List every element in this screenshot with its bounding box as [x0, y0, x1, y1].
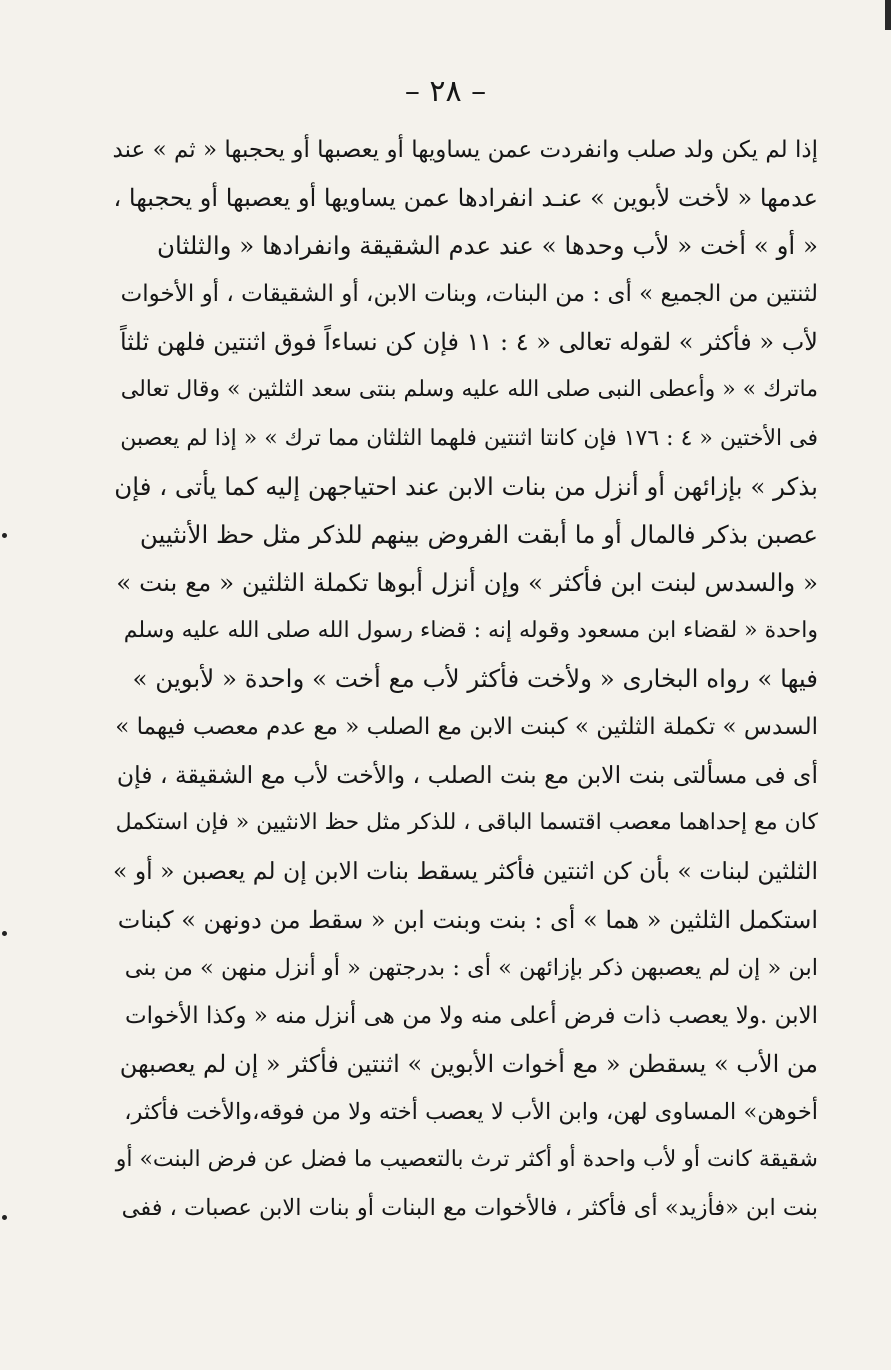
text-line: لأب « فأكثر » لقوله تعالى « ٤ : ١١ فإن كن نساءاً فوق اثنتين فلهن ثلثاً — [119, 328, 818, 357]
text-line: بذكر » بإزائهن أو أنزل من بنات الابن عند احتياجهن إليه كما يأتى ، فإن — [114, 471, 818, 501]
text-line: السدس » تكملة الثلثين » كبنت الابن مع الصلب « مع عدم معصب فيهما » — [115, 714, 818, 741]
text-line: عصبن بذكر فالمال أو ما أبقت الفروض بينهم للذكر مثل حظ الأنثيين — [139, 519, 818, 549]
page-number: – ٢٨ – — [404, 74, 487, 109]
text-line: أى فى مسألتى بنت الابن مع بنت الصلب ، والأخت لأب مع الشقيقة ، فإن — [116, 761, 818, 790]
text-line: فى الأختين « ٤ : ١٧٦ فإن كانتا اثنتين فلهما الثلثان مما ترك » « إذا لم يعصبن — [120, 425, 818, 451]
text-line: شقيقة كانت أو لأب واحدة أو أكثر ترث بالتعصيب ما فضل عن فرض البنت» أو — [115, 1146, 818, 1172]
text-line: من الأب » يسقطن « مع أخوات الأبوين » اثنتين فأكثر « إن لم يعصبهن — [119, 1049, 818, 1078]
scan-speck — [2, 533, 7, 538]
text-line: ماترك » « وأعطى النبى صلى الله عليه وسلم بنتى سعد الثلثين » وقال تعالى — [120, 377, 818, 403]
text-line: « أو » أخت « لأب وحدها » عند عدم الشقيقة وانفرادها « والثلثان — [157, 231, 818, 261]
text-line: كان مع إحداهما معصب اقتسما الباقى ، للذكر مثل حظ الانثيين « فإن استكمل — [115, 810, 818, 836]
body-text — [112, 126, 818, 1232]
scan-edge-mark — [885, 0, 891, 30]
text-line: ابن « إن لم يعصبهن ذكر بإزائهن » أى : بدرجتهن « أو أنزل منهن » من بنى — [124, 954, 818, 981]
text-line: فيها » رواه البخارى « ولأخت فأكثر لأب مع أخت » واحدة « لأبوين » — [132, 664, 818, 694]
text-line: استكمل الثلثين « هما » أى : بنت وبنت ابن « سقط من دونهن » كبنات — [117, 905, 818, 934]
scan-speck — [2, 1215, 7, 1220]
text-line: واحدة « لقضاء ابن مسعود وقوله إنه : قضاء رسول الله صلى الله عليه وسلم — [123, 617, 818, 643]
text-line: إذا لم يكن ولد صلب وانفردت عمن يساويها أو يعصبها أو يحجبها « ثم » عند — [112, 137, 818, 163]
text-line: الابن .ولا يعصب ذات فرض أعلى منه ولا من هى أنزل منه « وكذا الأخوات — [125, 1002, 818, 1029]
text-line: الثلثين لبنات » بأن كن اثنتين فأكثر يسقط بنات الابن إن لم يعصبن « أو » — [112, 857, 818, 886]
text-line: لثنتين من الجميع » أى : من البنات، وبنات الابن، أو الشقيقات ، أو الأخوات — [120, 281, 818, 308]
text-line: أخوهن» المساوى لهن، وابن الأب لا يعصب أخته ولا من فوقه،والأخت فأكثر، — [124, 1098, 818, 1125]
text-line: بنت ابن «فأزيد» أى فأكثر ، فالأخوات مع البنات أو بنات الابن عصبات ، ففى — [121, 1195, 818, 1222]
scan-speck — [2, 931, 7, 936]
text-line: « والسدس لبنت ابن فأكثر » وإن أنزل أبوها تكملة الثلثين « مع بنت » — [116, 567, 818, 597]
text-line: عدمها « لأخت لأبوين » عنـد انفرادها عمن يساويها أو يعصبها أو يحجبها ، — [113, 184, 818, 213]
